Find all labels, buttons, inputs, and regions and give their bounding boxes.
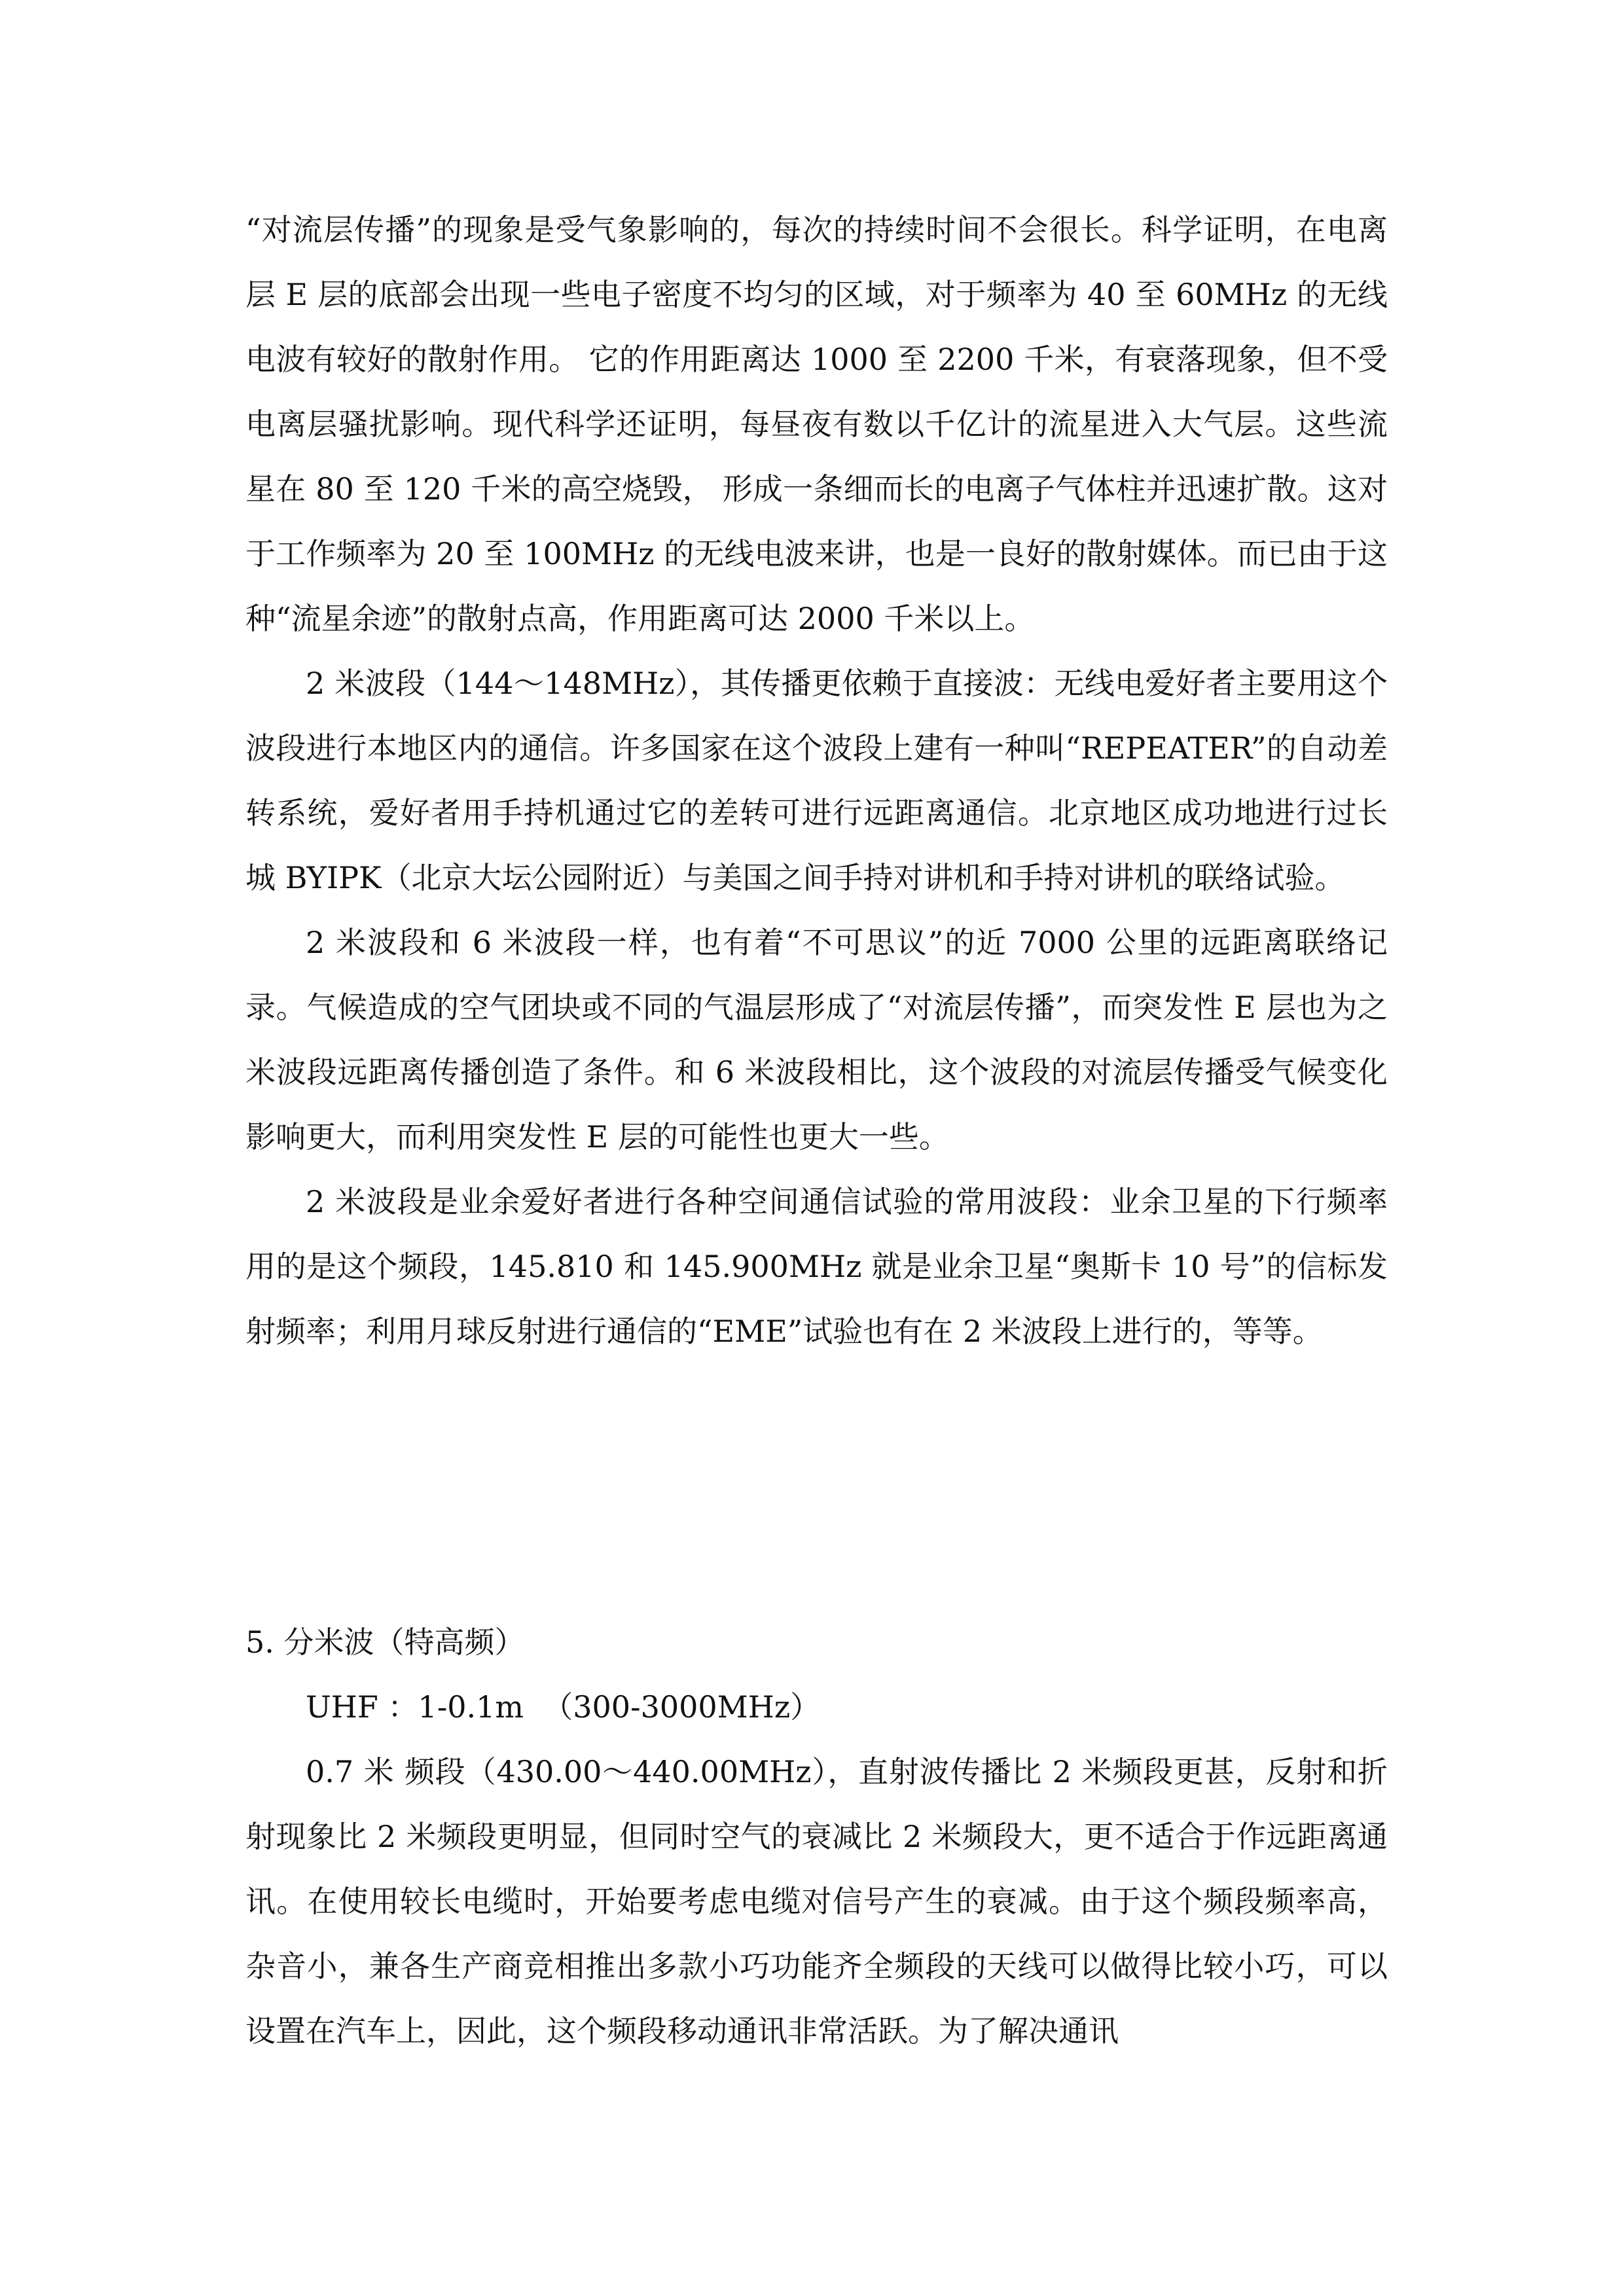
uhf-range-line: UHF ：1-0.1m （300-3000MHz） <box>306 1689 821 1725</box>
text-block-top <box>245 198 1388 1364</box>
paragraph-2m-band-space-communication: 2 米波段是业余爱好者进行各种空间通信试验的常用波段：业余卫星的下行频率用的是这个频段，145.810 和 145.900MHz 就是业余卫星“奥斯卡 10 号”的信标发射频率；利用月球反射进行通信的“EME”试验也有在 2 米波段上进行的，等等。 <box>245 1184 1388 1349</box>
paragraph-2m-band-direct-wave: 2 米波段（144～148MHz），其传播更依赖于直接波：无线电爱好者主要用这个波段进行本地区内的通信。许多国家在这个波段上建有一种叫“REPEATER”的自动差转系统，爱好者用手持机通过它的差转可进行远距离通信。北京地区成功地进行过长城 BYIPK（北京大坛公园附近）与美国之间手持对讲机和手持对讲机的联络试验。 <box>245 666 1388 895</box>
paragraph-0-7m-band: 0.7 米 频段（430.00～440.00MHz），直射波传播比 2 米频段更甚，反射和折射现象比 2 米频段更明显，但同时空气的衰减比 2 米频段大，更不适合于作远距离通讯。在使用较长电缆时，开始要考虑电缆对信号产生的衰减。由于这个频段频率高，杂音小，兼各生产商竞相推出多款小巧功能齐全频段的天线可以做得比较小巧，可以设置在汽车上，因此，这个频段移动通讯非常活跃。为了解决通讯 <box>245 1754 1388 2049</box>
paragraph-2m-band-long-distance: 2 米波段和 6 米波段一样，也有着“不可思议”的近 7000 公里的远距离联络记录。气候造成的空气团块或不同的气温层形成了“对流层传播”，而突发性 E 层也为之米波段远距离传播创造了条件。和 6 米波段相比，这个波段的对流层传播受气候变化影响更大，而利用突发性 E 层的可能性也更大一些。 <box>245 925 1388 1155</box>
paragraph-scatter-propagation: “对流层传播”的现象是受气象影响的，每次的持续时间不会很长。科学证明，在电离层 E 层的底部会出现一些电子密度不均匀的区域，对于频率为 40 至 60MHz 的无线电波有较好的散射作用。 它的作用距离达 1000 至 2200 千米，有衰落现象，但不受电离层骚扰影响。现代科学还证明，每昼夜有数以千亿计的流星进入大气层。这些流星在 80 至 120 千米的高空烧毁， 形成一条细而长的电离子气体柱并迅速扩散。这对于工作频率为 20 至 100MHz 的无线电波来讲，也是一良好的散射媒体。而已由于这种“流星余迹”的散射点高，作用距离可达 2000 千米以上。 <box>245 212 1388 636</box>
section-heading-decimeter-wave: 5. 分米波（特高频） <box>245 1624 525 1660</box>
text-block-bottom <box>245 1740 1388 2064</box>
